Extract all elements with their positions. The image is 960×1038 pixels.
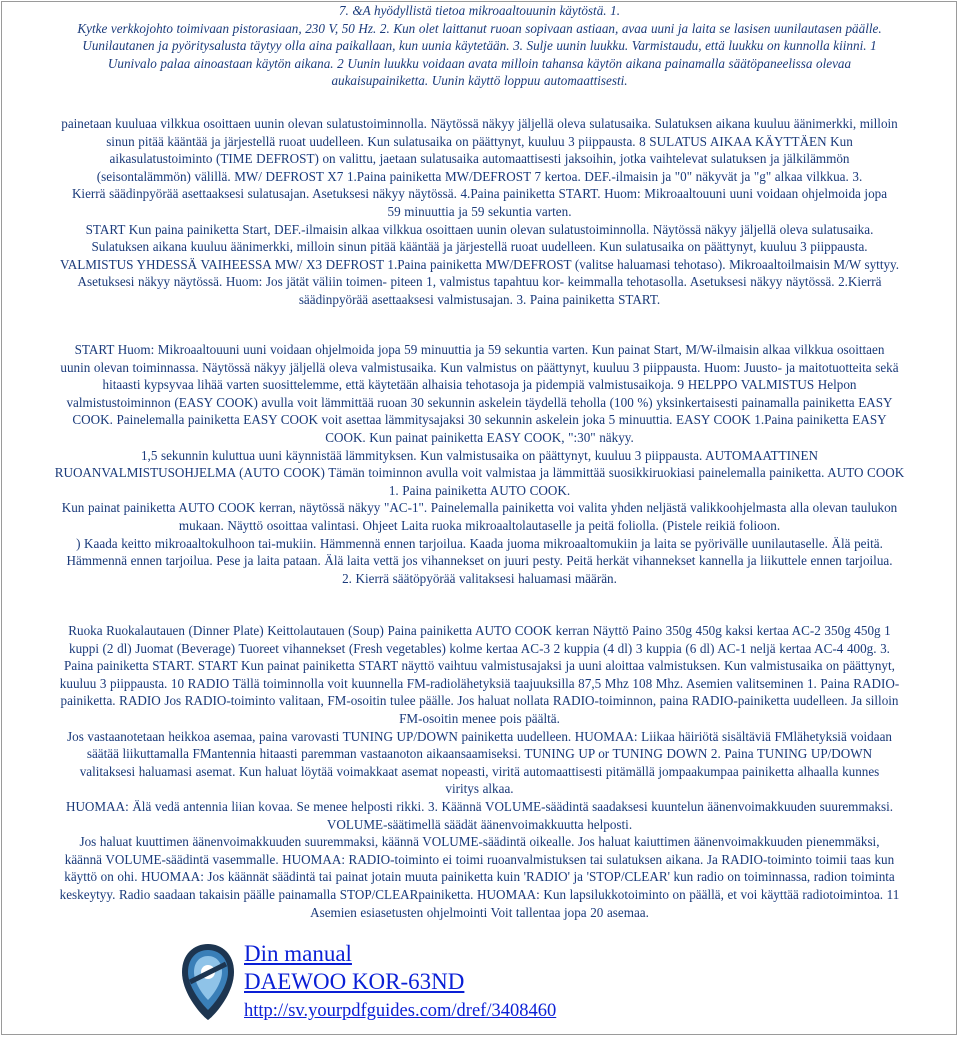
paragraph-line: 59 minuuttia ja 59 sekuntia varten. xyxy=(387,203,572,219)
paragraph-line: 1,5 sekunnin kuluttua uuni käynnistää lämmityksen. Kun valmistusaika on päättynyt, kuuluu 3 piippausta. AUTOMAATTINEN xyxy=(140,447,819,463)
paragraph-line: aukaisupainiketta. Uunin käyttö loppuu automaattisesti. xyxy=(331,73,628,89)
paragraph-line: Ruoka Ruokalautauen (Dinner Plate) Keittolautauen (Soup) Paina painiketta AUTO COOK kerran Näyttö Paino 350g 450g kaksi kertaa AC-2 350g 450g 1 xyxy=(68,623,891,638)
paragraph-line: säätää liikuttamalla FMantennia hitaasti paremman vastaanoton aikaansaamiseksi. TUNING UP or TUNING DOWN 2. Paina TUNING UP/DOWN xyxy=(86,746,873,762)
paragraph-line: viritys alkaa. xyxy=(445,781,514,797)
paragraph-line: Hämmennä ennen tarjoilua. Pese ja laita pataan. Älä laita vettä jos vihannekset on juuri pesty. Peitä herkät vihannekset kannella ja liikuttele ennen tarjoilua. xyxy=(66,553,893,569)
model-link[interactable]: DAEWOO KOR-63ND xyxy=(244,969,465,994)
paragraph-line: mukaan. Näyttö osoittaa valintasi. Ohjeet Laita ruoka mikroaaltolautaselle ja peitä foliolla. (Pistele reikiä folioon. xyxy=(178,517,781,533)
paragraph-line: valmistustoiminnon (EASY COOK) avulla voit lämmittää ruoan 30 sekunnin askelein täydellä teholla (100 %) yksinkertaisesti painamalla painiketta EASY xyxy=(66,394,893,410)
paragraph-line: uunin olevan toiminnassa. Näytössä näkyy jäljellä oleva valmistusaika. Kun valmistus on päättynyt, kuuluu 3 piippausta. Huom: Juusto- ja maitotuotteita sekä xyxy=(60,359,899,375)
paragraph-line: VOLUME-säätimellä säädät äänenvoimakkuutta helposti. xyxy=(326,816,633,832)
paragraph-line: hitaasti kypsyvaa lihää varten suosittelemme, että käytetään alhaisia tehotasoja ja pidempiä valmistusaikoja. 9 HELPPO VALMISTUS Helpon xyxy=(102,377,857,393)
paragraph-line: 7. &A hyödyllistä tietoa mikroaaltouunin käytöstä. 1. xyxy=(338,3,620,18)
paragraph-line: keskeytyy. Radio saadaan takaisin päälle painamalla STOP/CLEARpainiketta. HUOMAA: Kun lapsilukkotoiminto on päällä, et voi käyttää radiotoimintoa. 11 xyxy=(59,886,900,902)
paragraph-line: COOK. Painelemalla painiketta EASY COOK voit asettaa lämmitysajaksi 30 sekunnin askelein joka 5 minuuttia. EASY COOK 1.Paina painiketta EASY xyxy=(72,412,887,428)
paragraph-line: säädinpyörää asettaaksesi valmistusajan. 3. Paina painiketta START. xyxy=(298,291,661,307)
paragraph-line: painetaan kuuluaa vilkkua osoittaen uunin olevan sulatustoiminnolla. Näytössä näkyy jäljellä oleva sulatusaika. Sulatuksen aikana kuuluu äänimerkki, milloin xyxy=(61,116,898,131)
footer xyxy=(180,940,600,1024)
paragraph-line: käännä VOLUME-säädintä vasemmalle. HUOMAA: RADIO-toiminto ei toimi ruoanvalmistuksen tai sulatuksen aikana. Ja RADIO-toiminto toimii taas kun xyxy=(64,851,895,867)
paragraph-line: Jos vastaanotetaan heikkoa asemaa, paina varovasti TUNING UP/DOWN painiketta uudelleen. HUOMAA: Liikaa häiriötä sisältäviä FMlähetyksiä voidaan xyxy=(67,728,892,744)
paragraph-line: VALMISTUS YHDESSÄ VAIHEESSA MW/ X3 DEFROST 1.Paina painiketta MW/DEFROST (valitse haluamasi tehotaso). Mikroaaltoilmaisin M/W syttyy. xyxy=(59,256,900,272)
paragraph-line: valitaksesi haluamasi asemat. Kun haluat löytää voimakkaat asemat nopeasti, viritä automaattisesti pitämällä jompaakumpaa painiketta alhaalla kunnes xyxy=(79,763,880,779)
paragraph-line: aikasulatustoiminto (TIME DEFROST) on valittu, jaetaan sulatusaika automaattisesti jaksoihin, jotka vaihtelevat sulatuksen ja jälkilämmön xyxy=(109,151,850,167)
paragraph-line: START Kun paina painiketta Start, DEF.-ilmaisin alkaa vilkkua osoittaen uunin olevan sulatustoiminnolla. Näytössä näkyy jäljellä oleva sulatusaika. xyxy=(85,221,874,237)
paragraph-line: Uunivalo palaa ainoastaan käytön aikana. 2 Uunin luukku voidaan avata milloin tahansa käytön aikana painamalla säätöpaneelissa olevaa xyxy=(107,55,852,71)
paragraph-line: Kytke verkkojohto toimivaan pistorasiaan, 230 V, 50 Hz. 2. Kun olet laittanut ruoan sopivaan astiaan, avaa uuni ja laita se lasisen uunilautasen päälle. xyxy=(77,20,882,36)
paragraph-line: painiketta. RADIO Jos RADIO-toiminto valitaan, FM-osoitin tulee päälle. Jos haluat nollata RADIO-toiminnon, paina RADIO-painiketta uudelleen. Ja silloin xyxy=(60,693,899,709)
paragraph-line: HUOMAA: Älä vedä antennia liian kovaa. Se menee helposti rikki. 3. Käännä VOLUME-säädintä saadaksesi kuuntelun äänenvoimakkuuden suuremmaksi. xyxy=(65,798,894,814)
paragraph-line: FM-osoitin menee pois päältä. xyxy=(399,710,560,726)
document-block-start xyxy=(3,341,956,587)
paragraph-line: Sulatuksen aikana kuuluu äänimerkki, milloin sinun pitää kääntää ja järjestellä ruoat uudelleen. Kun sulatusaika on päättynyt, kuuluu 3 piippausta. xyxy=(91,239,868,255)
paragraph-line: kuuluu 3 piippausta. 10 RADIO Tällä toiminnolla voit kuunnella FM-radiolähetyksiä taajuuksilla 87,5 Mhz 108 Mhz. Asemien valitseminen 1. Paina RADIO- xyxy=(59,675,900,691)
paragraph-line: Jos haluat kuuttimen äänenvoimakkuuden suuremmaksi, käännä VOLUME-säädintä oikealle. Jos haluat kaiuttimen äänenvoimakkuuden pienemmäksi, xyxy=(79,834,880,850)
paragraph-line: Uunilautanen ja pyöritysalusta täytyy olla aina paikallaan, kun uunia käytetään. 3. Sulje uunin luukku. Varmistaudu, että luukku on kunnolla kiinni. 1 xyxy=(82,38,877,54)
document-block-top xyxy=(3,2,956,90)
paragraph-line: Kierrä säädinpyörää asettaaksesi sulatusajan. Asetuksesi näkyy näytössä. 4.Paina painiketta START. Huom: Mikroaaltouuni uuni voidaan ohjelmoida jopa xyxy=(71,186,888,202)
brand-logo-icon xyxy=(180,942,236,1022)
paragraph-line: kuppi (2 dl) Juomat (Beverage) Tuoreet vihannekset (Fresh vegetables) kolme kertaa AC-3 2 kuppia (4 dl) 3 kuppia (6 dl) AC-1 neljä kertaa AC-4 400g. 3. xyxy=(69,640,890,656)
document-block-food-radio xyxy=(3,622,956,921)
paragraph-line: START Huom: Mikroaaltouuni uuni voidaan ohjelmoida jopa 59 minuuttia ja 59 sekuntia varten. Kun painat Start, M/W-ilmaisin alkaa vilkkua osoittaen xyxy=(74,342,885,357)
paragraph-line: ) Kaada keitto mikroaaltokulhoon tai-mukiin. Hämmennä ennen tarjoilua. Kaada juoma mikroaaltomukiin ja laita se pyörivälle uunilautaselle. Älä peitä. xyxy=(76,535,883,551)
manual-link[interactable]: Din manual xyxy=(244,941,352,966)
paragraph-line: käyttö on ohi. HUOMAA: Jos käännät säädintä tai painat jotain muuta painiketta kuin 'RADIO' ja 'STOP/CLEAR' kun radio on toiminnassa, radion toiminta xyxy=(64,869,895,885)
paragraph-line: RUOANVALMISTUSOHJELMA (AUTO COOK) Tämän toiminnon avulla voit valmistaa ja lämmittää suosikkiruokiasi painelemalla painiketta. AUTO COOK xyxy=(54,465,905,481)
paragraph-line: Asetuksesi näkyy näytössä. Huom: Jos jätät väliin toimen- piteen 1, valmistus tapahtuu kor- keimmalla tehotasolla. Asetuksesi näkyy näytössä. 2.Kierrä xyxy=(77,274,882,290)
footer-links xyxy=(244,940,556,1023)
document-block-defrost xyxy=(3,115,956,309)
guide-url-link[interactable]: http://sv.yourpdfguides.com/dref/3408460 xyxy=(244,1001,557,1021)
paragraph-line: 1. Paina painiketta AUTO COOK. xyxy=(388,482,571,498)
paragraph-line: COOK. Kun painat painiketta EASY COOK, ":30" näkyy. xyxy=(325,429,634,445)
paragraph-line: 2. Kierrä säätöpyörää valitaksesi haluamasi määrän. xyxy=(342,570,617,586)
paragraph-line: (seisontalämmön) välillä. MW/ DEFROST X7 1.Paina painiketta MW/DEFROST 7 kertoa. DEF.-ilmaisin ja "0" näkyvät ja "g" alkaa vilkkua. 3. xyxy=(96,168,863,184)
paragraph-line: Kun painat painiketta AUTO COOK kerran, näytössä näkyy "AC-1". Painelemalla painiketta voi valita yhden neljästä valikkoohjelmasta alla olevan taulukon xyxy=(61,500,898,516)
paragraph-line: Asemien esiasetusten ohjelmointi Voit tallentaa jopa 20 asemaa. xyxy=(310,904,649,920)
paragraph-line: Paina painiketta START. START Kun painat painiketta START näyttö vaihtuu valmistusajaksi ja uuni aloittaa valmistuksen. Kun valmistusaika on päättynyt, xyxy=(64,658,895,674)
paragraph-line: sinun pitää kääntää ja järjestellä ruoat uudelleen. Kun sulatusaika on päättynyt, kuuluu 3 piippausta. 8 SULATUS AIKAA KÄYTTÄEN Kun xyxy=(106,133,853,149)
